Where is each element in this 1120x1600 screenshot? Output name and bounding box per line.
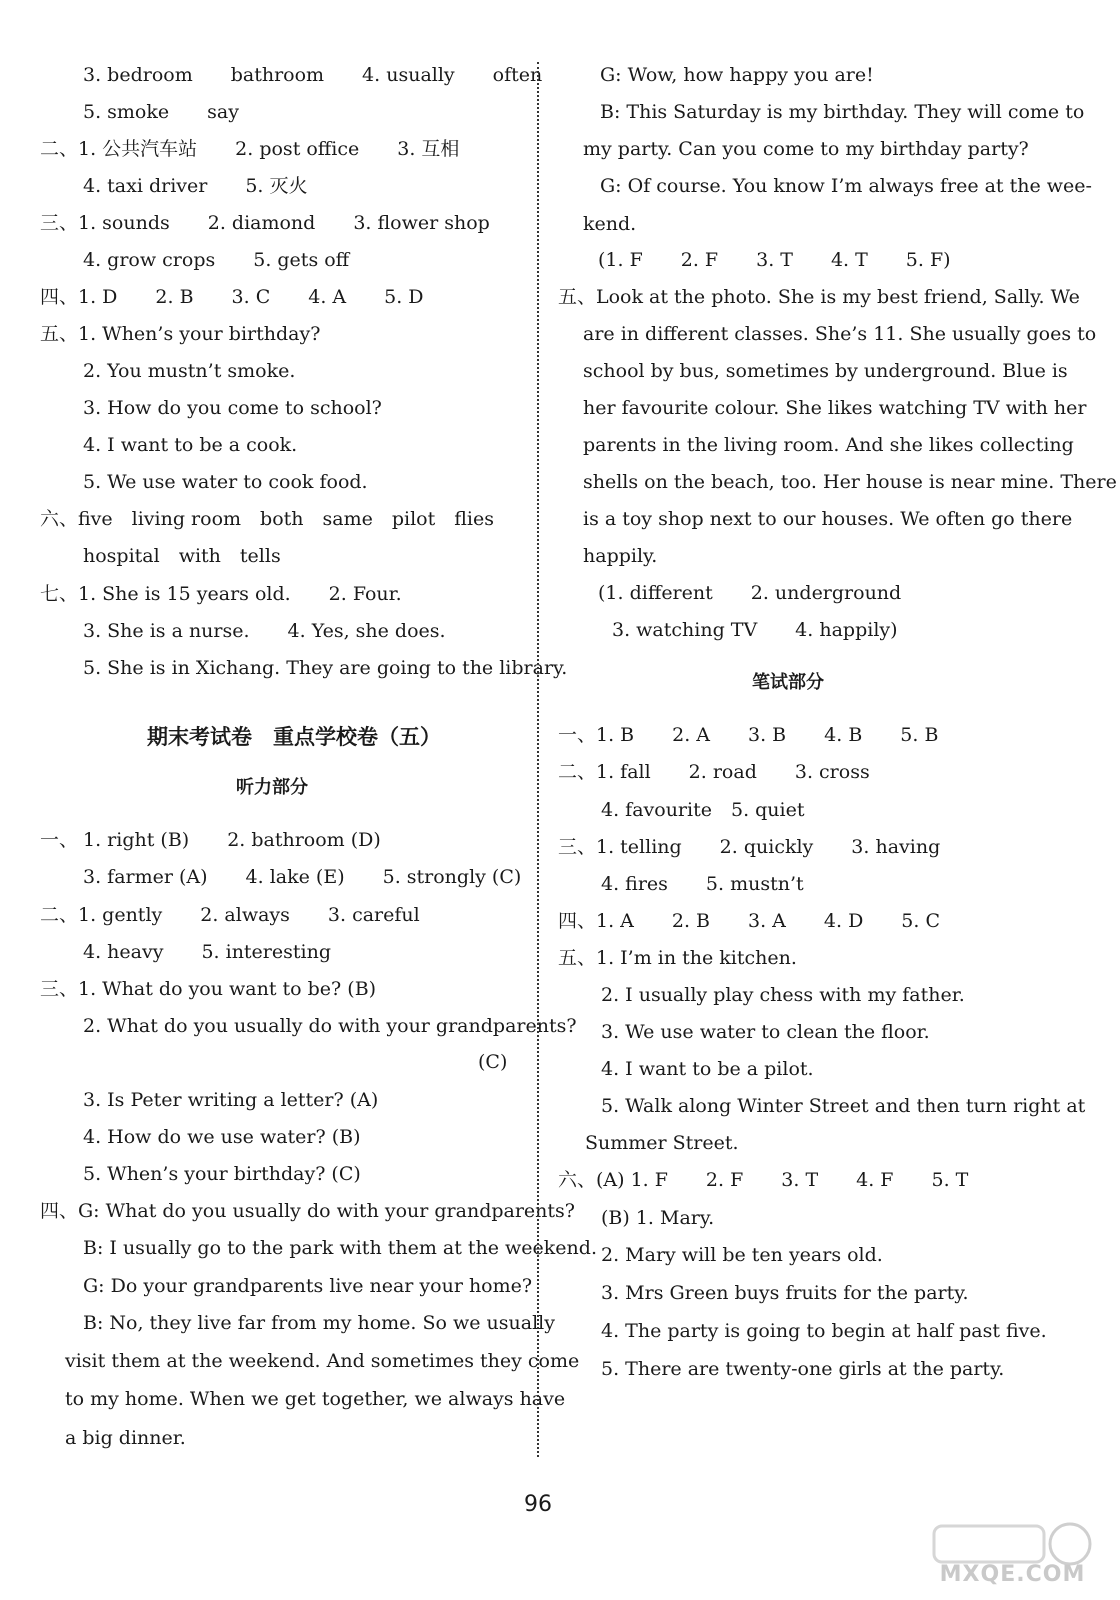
right-answer-line: school by bus, sometimes by underground. Blue is <box>583 360 1068 382</box>
right-answer-line: my party. Can you come to my birthday party? <box>583 138 1029 160</box>
right-answer-line: 4. The party is going to begin at half past five. <box>601 1320 1047 1342</box>
left-answer-line: 2. You mustn’t smoke. <box>83 360 296 382</box>
left-answer-line: B: No, they live far from my home. So we usually <box>83 1312 555 1334</box>
right-answer-line: G: Of course. You know I’m always free at the wee- <box>600 175 1092 197</box>
left-answer-line: (C) <box>478 1051 508 1073</box>
exam-title: 期末考试卷 重点学校卷（五） <box>147 725 441 749</box>
right-answer-line: 5. There are twenty-one girls at the party. <box>601 1358 1005 1380</box>
left-answer-line: 4. heavy 5. interesting <box>83 941 331 963</box>
right-answer-line: 三、1. telling 2. quickly 3. having <box>558 836 941 858</box>
right-answer-line: 四、1. A 2. B 3. A 4. D 5. C <box>558 910 941 932</box>
right-answer-line: 五、1. I’m in the kitchen. <box>558 947 797 969</box>
right-answer-line: 4. favourite 5. quiet <box>601 799 805 821</box>
right-answer-line: her favourite colour. She likes watching TV with her <box>583 397 1087 419</box>
right-answer-line: 一、1. B 2. A 3. B 4. B 5. B <box>558 724 939 746</box>
right-answer-line: 3. We use water to clean the floor. <box>601 1021 930 1043</box>
left-answer-line: 3. Is Peter writing a letter? (A) <box>83 1089 379 1111</box>
left-answer-line: 3. bedroom bathroom 4. usually often <box>83 64 543 86</box>
left-answer-line: 4. I want to be a cook. <box>83 434 298 456</box>
right-answer-line: 5. Walk along Winter Street and then turn right at <box>601 1095 1086 1117</box>
right-answer-line: shells on the beach, too. Her house is near mine. There <box>583 471 1117 493</box>
written-section-heading: 笔试部分 <box>752 672 824 693</box>
left-answer-line: 四、1. D 2. B 3. C 4. A 5. D <box>40 286 424 308</box>
left-answer-line: 4. taxi driver 5. 灭火 <box>83 175 308 197</box>
right-answer-line: happily. <box>583 545 658 567</box>
left-answer-line: 四、G: What do you usually do with your grandparents? <box>40 1200 575 1222</box>
watermark-text: MXQE.COM <box>939 1562 1086 1587</box>
left-answer-line: 1. right (B) 2. bathroom (D) <box>83 829 381 851</box>
left-answer-line: 5. smoke say <box>83 101 239 123</box>
right-answer-line: 4. fires 5. mustn’t <box>601 873 804 895</box>
left-answer-line: B: I usually go to the park with them at the weekend. <box>83 1237 597 1259</box>
left-answer-line: 七、1. She is 15 years old. 2. Four. <box>40 583 402 605</box>
right-answer-line: is a toy shop next to our houses. We often go there <box>583 508 1073 530</box>
right-answer-line: G: Wow, how happy you are! <box>600 64 874 86</box>
left-answer-line: 六、five living room both same pilot flies <box>40 508 494 530</box>
left-answer-line: 3. How do you come to school? <box>83 397 382 419</box>
left-answer-line: 4. grow crops 5. gets off <box>83 249 350 271</box>
right-answer-line: Summer Street. <box>585 1132 739 1154</box>
left-answer-line: a big dinner. <box>65 1427 186 1449</box>
left-answer-line: 三、1. What do you want to be? (B) <box>40 978 377 1000</box>
right-answer-line: (1. F 2. F 3. T 4. T 5. F) <box>598 249 951 271</box>
left-answer-line: 二、1. gently 2. always 3. careful <box>40 904 420 926</box>
right-answer-line: (1. different 2. underground <box>598 582 902 604</box>
left-line-prefix: 一、 <box>40 829 79 851</box>
right-answer-line: 五、Look at the photo. She is my best friend, Sally. We <box>558 286 1080 308</box>
right-answer-line: 2. Mary will be ten years old. <box>601 1244 883 1266</box>
page-number: 96 <box>524 1492 552 1517</box>
right-answer-line: 4. I want to be a pilot. <box>601 1058 814 1080</box>
right-answer-line: 二、1. fall 2. road 3. cross <box>558 761 870 783</box>
left-answer-line: 5. She is in Xichang. They are going to the library. <box>83 657 568 679</box>
left-answer-line: 三、1. sounds 2. diamond 3. flower shop <box>40 212 490 234</box>
left-answer-line: to my home. When we get together, we always have <box>65 1388 566 1410</box>
right-answer-line: B: This Saturday is my birthday. They will come to <box>600 101 1085 123</box>
left-answer-line: 5. We use water to cook food. <box>83 471 368 493</box>
right-answer-line: (B) 1. Mary. <box>601 1207 715 1229</box>
right-answer-line: 3. watching TV 4. happily) <box>612 619 898 641</box>
listening-section-heading: 听力部分 <box>236 777 308 798</box>
left-answer-line: visit them at the weekend. And sometimes they come <box>65 1350 580 1372</box>
left-answer-line: 5. When’s your birthday? (C) <box>83 1163 361 1185</box>
right-answer-line: parents in the living room. And she likes collecting <box>583 434 1074 456</box>
right-answer-line: 六、(A) 1. F 2. F 3. T 4. F 5. T <box>558 1169 969 1191</box>
right-answer-line: kend. <box>583 213 637 235</box>
left-answer-line: G: Do your grandparents live near your home? <box>83 1275 533 1297</box>
column-divider <box>537 62 539 1457</box>
left-answer-line: 4. How do we use water? (B) <box>83 1126 361 1148</box>
left-answer-line: hospital with tells <box>83 545 281 567</box>
left-answer-line: 二、1. 公共汽车站 2. post office 3. 互相 <box>40 138 460 160</box>
right-answer-line: are in different classes. She’s 11. She usually goes to <box>583 323 1097 345</box>
right-answer-line: 3. Mrs Green buys fruits for the party. <box>601 1282 969 1304</box>
left-answer-line: 3. farmer (A) 4. lake (E) 5. strongly (C) <box>83 866 522 888</box>
left-answer-line: 3. She is a nurse. 4. Yes, she does. <box>83 620 446 642</box>
left-answer-line: 2. What do you usually do with your grandparents? <box>83 1015 577 1037</box>
right-answer-line: 2. I usually play chess with my father. <box>601 984 965 1006</box>
left-answer-line: 五、1. When’s your birthday? <box>40 323 321 345</box>
